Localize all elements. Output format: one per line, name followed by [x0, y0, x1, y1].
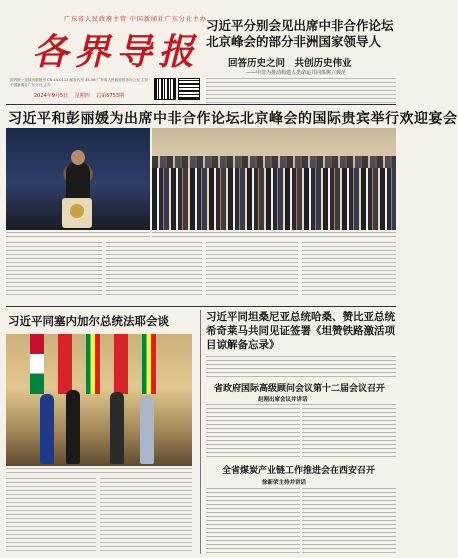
advisors-meeting-headline: 省政府国际高级顾问会议第十二届会议召开 — [214, 384, 386, 394]
article-column — [206, 488, 300, 554]
railway-headline: 习近平同坦桑尼亚总统哈桑、赞比亚总统希奇莱马共同见证签署《坦赞铁路激活项目谅解备忘录》 — [206, 311, 395, 351]
top-right-subhead2: ——中非为推动构建人类命运共同体树立典范 — [246, 70, 347, 76]
flag-icon — [114, 334, 128, 394]
photo-caption — [6, 232, 150, 240]
advisors-meeting-subhead: 赵刚出席会议并讲话 — [258, 397, 308, 403]
qr-code-icon — [154, 78, 176, 100]
person-figure — [40, 394, 54, 464]
group-photo — [152, 128, 396, 230]
banquet-speech-photo — [6, 128, 150, 230]
article-column — [6, 242, 102, 298]
speaker-head — [71, 150, 85, 165]
article-column — [6, 478, 96, 554]
article-column — [302, 488, 396, 554]
divider — [6, 104, 396, 105]
photo-caption — [6, 468, 192, 476]
qr-code-icon — [178, 78, 200, 100]
masthead — [6, 4, 207, 100]
emblem-icon — [70, 204, 84, 218]
coal-industry-headline: 全省煤炭产业链工作推进会在西安召开 — [222, 466, 376, 476]
main-headline: 习近平和彭丽媛为出席中非合作论坛北京峰会的国际贵宾举行欢迎宴会 — [8, 111, 458, 127]
top-right-article-body — [206, 78, 396, 104]
flag-icon — [58, 334, 72, 394]
masthead-meta: 国内统一连续出版物号 CN 44-0112 邮发代号 45-56 广东省人民政府侨务办公室 主管 中国新闻社广东分社 主办 — [10, 78, 149, 87]
flag-icon — [30, 334, 44, 394]
column-divider — [200, 310, 201, 554]
article-column — [302, 242, 396, 298]
talks-photo — [6, 334, 192, 466]
person-figure — [110, 392, 124, 464]
senegal-talks-headline: 习近平同塞内加尔总统法耶会谈 — [8, 314, 169, 328]
top-right-headline-text: 习近平分别会见出席中非合作论坛北京峰会的部分非洲国家领导人 — [206, 18, 394, 49]
top-right-subhead: 回答历史之问 共创历史伟业 — [228, 58, 352, 69]
flag-icon — [86, 334, 100, 394]
group-front-row — [152, 168, 396, 230]
flag-icon — [142, 334, 156, 394]
coal-industry-subhead: 徐新荣主持并讲话 — [262, 480, 307, 486]
article-column — [206, 242, 298, 298]
speaker-figure — [66, 162, 90, 202]
article-column — [206, 404, 300, 460]
photo-caption — [152, 232, 396, 240]
article-column — [206, 356, 396, 378]
person-figure — [140, 396, 154, 464]
divider — [6, 306, 396, 307]
issue-number: 总第5753期 — [96, 93, 125, 99]
article-column — [100, 478, 192, 554]
issue-date: 2024年9月5日 — [34, 93, 69, 99]
masthead-date-line — [34, 92, 129, 99]
article-column — [302, 404, 396, 460]
masthead-title: 各界导报 — [32, 31, 201, 73]
issue-weekday: 星期四 — [74, 93, 90, 99]
top-right-headline — [206, 18, 398, 50]
masthead-tagline: 广东省人民政府主管 中国新闻社广东分社主办 — [64, 16, 207, 23]
article-column — [106, 242, 202, 298]
person-figure — [66, 390, 80, 464]
